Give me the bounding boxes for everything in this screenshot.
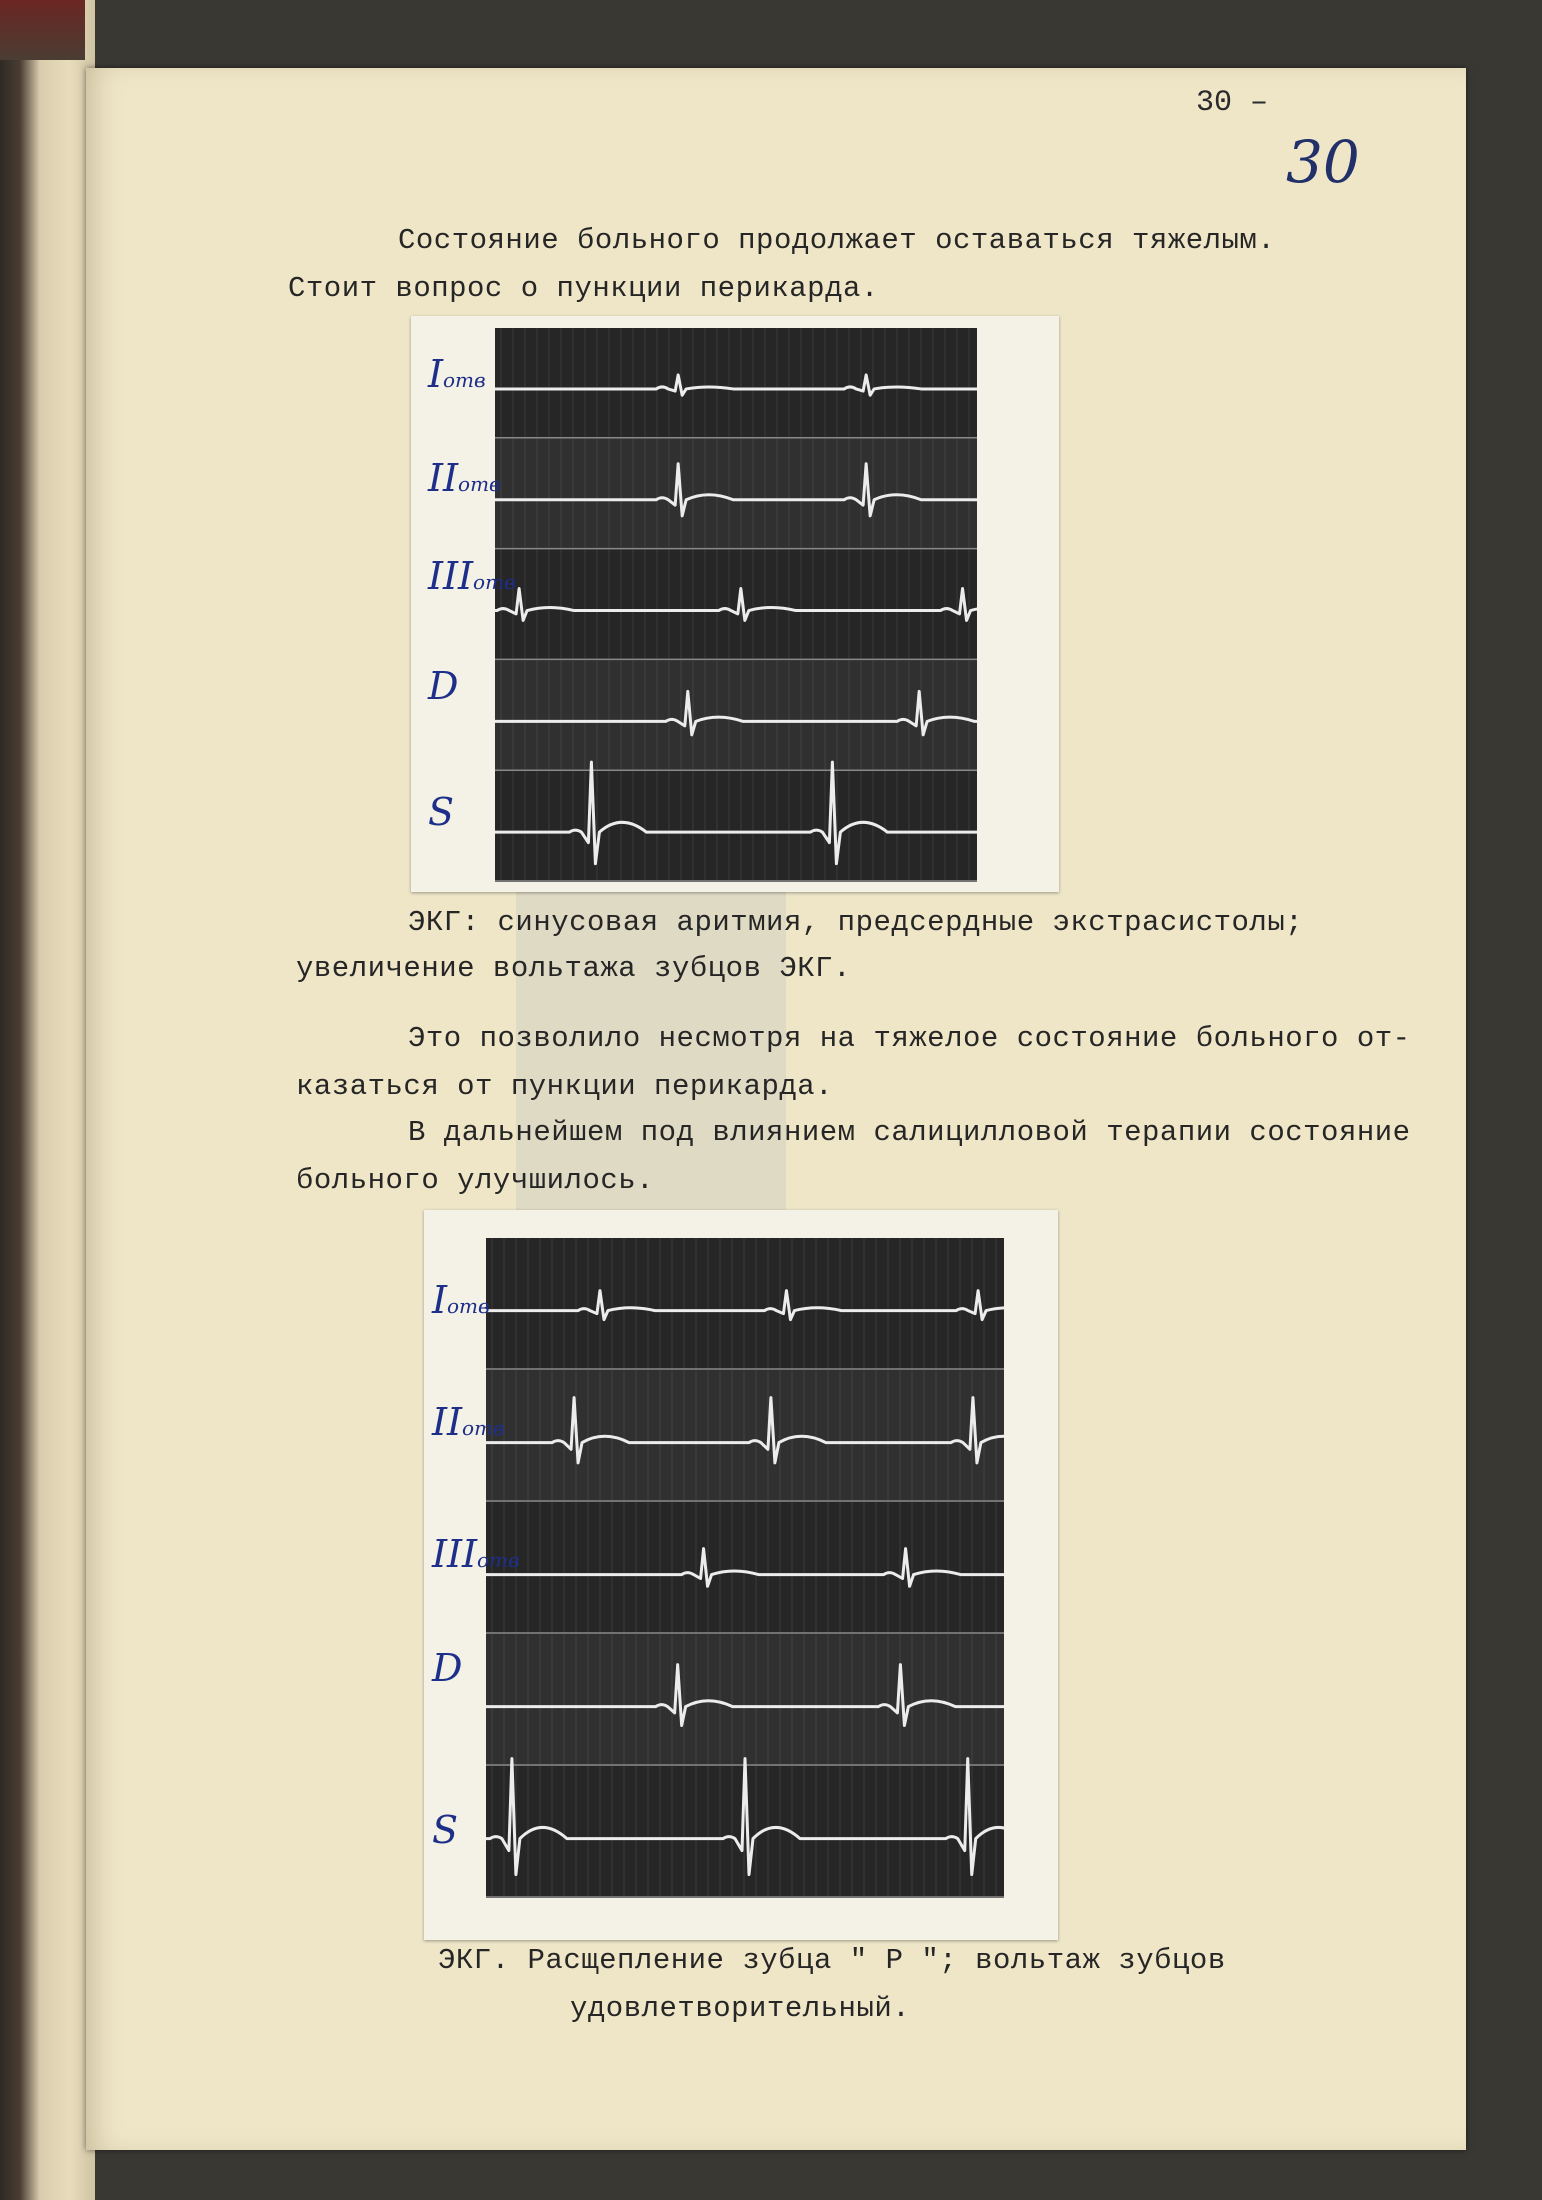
caption-2-line-1: ЭКГ. Расщепление зубца " Р "; вольтаж зубцов — [438, 1944, 1226, 1977]
ecg1-lead-sub: отв — [473, 570, 516, 594]
caption-2-line-2: удовлетворительный. — [570, 1992, 911, 2025]
ecg-strip-1-row — [495, 550, 977, 660]
ecg1-lead-sub: отв — [458, 472, 501, 496]
book-binding — [0, 0, 95, 2200]
ecg2-lead-sub: отв — [447, 1294, 490, 1318]
document-page — [86, 68, 1466, 2150]
ecg2-lead-label — [432, 1532, 520, 1576]
ecg-strip-2-row — [486, 1370, 1004, 1501]
paragraph-1-line-2: Стоит вопрос о пункции перикарда. — [288, 272, 879, 305]
ecg-strip-2-row — [486, 1502, 1004, 1633]
ecg1-lead-label — [428, 664, 458, 708]
ecg-strip-1 — [495, 328, 977, 882]
ecg1-lead-main: D — [428, 664, 459, 708]
ecg2-lead-main: D — [432, 1646, 463, 1690]
page-number-typed: 30 – — [1196, 86, 1269, 120]
spine-edge — [0, 0, 85, 60]
ecg1-lead-main: I — [428, 352, 444, 396]
ecg1-lead-label — [428, 352, 486, 396]
page-number-handwritten: 30 — [1286, 128, 1360, 196]
ecg1-lead-main: III — [428, 554, 474, 598]
ecg-strip-1-row — [495, 660, 977, 770]
paragraph-2-line-1: Это позволило несмотря на тяжелое состояние больного от- — [408, 1022, 1411, 1055]
ecg2-lead-main: S — [432, 1808, 459, 1852]
ecg1-lead-label — [428, 554, 516, 598]
ecg-strip-1-row — [495, 762, 977, 881]
ecg2-lead-label — [432, 1400, 505, 1444]
ecg-photo-1 — [411, 316, 1059, 892]
ecg-strip-1-row — [495, 328, 977, 438]
paragraph-1-line-1: Состояние больного продолжает оставаться тяжелым. — [398, 224, 1276, 257]
ecg2-lead-label — [432, 1808, 458, 1852]
ecg1-lead-label — [428, 790, 454, 834]
caption-1-line-1: ЭКГ: синусовая аритмия, предсердные экстрасистолы; — [408, 906, 1304, 939]
ecg1-lead-main: II — [428, 456, 459, 500]
ecg1-lead-main: S — [428, 790, 455, 834]
ecg2-lead-label — [432, 1646, 462, 1690]
paragraph-3-line-2: больного улучшилось. — [296, 1164, 655, 1197]
paragraph-3-line-1: В дальнейшем под влиянием салицилловой терапии состояние — [408, 1116, 1411, 1149]
ecg-strip-2 — [486, 1238, 1004, 1898]
ecg1-lead-sub: отв — [443, 368, 486, 392]
ecg2-lead-sub: отв — [462, 1416, 505, 1440]
paragraph-2-line-2: казаться от пункции перикарда. — [296, 1070, 834, 1103]
ecg2-lead-main: II — [432, 1400, 463, 1444]
ecg-strip-2-row — [486, 1634, 1004, 1765]
ecg2-lead-sub: отв — [477, 1548, 520, 1572]
ecg2-lead-main: III — [432, 1532, 478, 1576]
ecg-strip-2-row — [486, 1759, 1004, 1897]
ecg-strip-2-row — [486, 1238, 1004, 1369]
ecg2-lead-main: I — [432, 1278, 448, 1322]
ecg-strip-1-row — [495, 439, 977, 549]
ecg2-lead-label — [432, 1278, 490, 1322]
ecg1-lead-label — [428, 456, 501, 500]
caption-1-line-2: увеличение вольтажа зубцов ЭКГ. — [296, 952, 851, 985]
